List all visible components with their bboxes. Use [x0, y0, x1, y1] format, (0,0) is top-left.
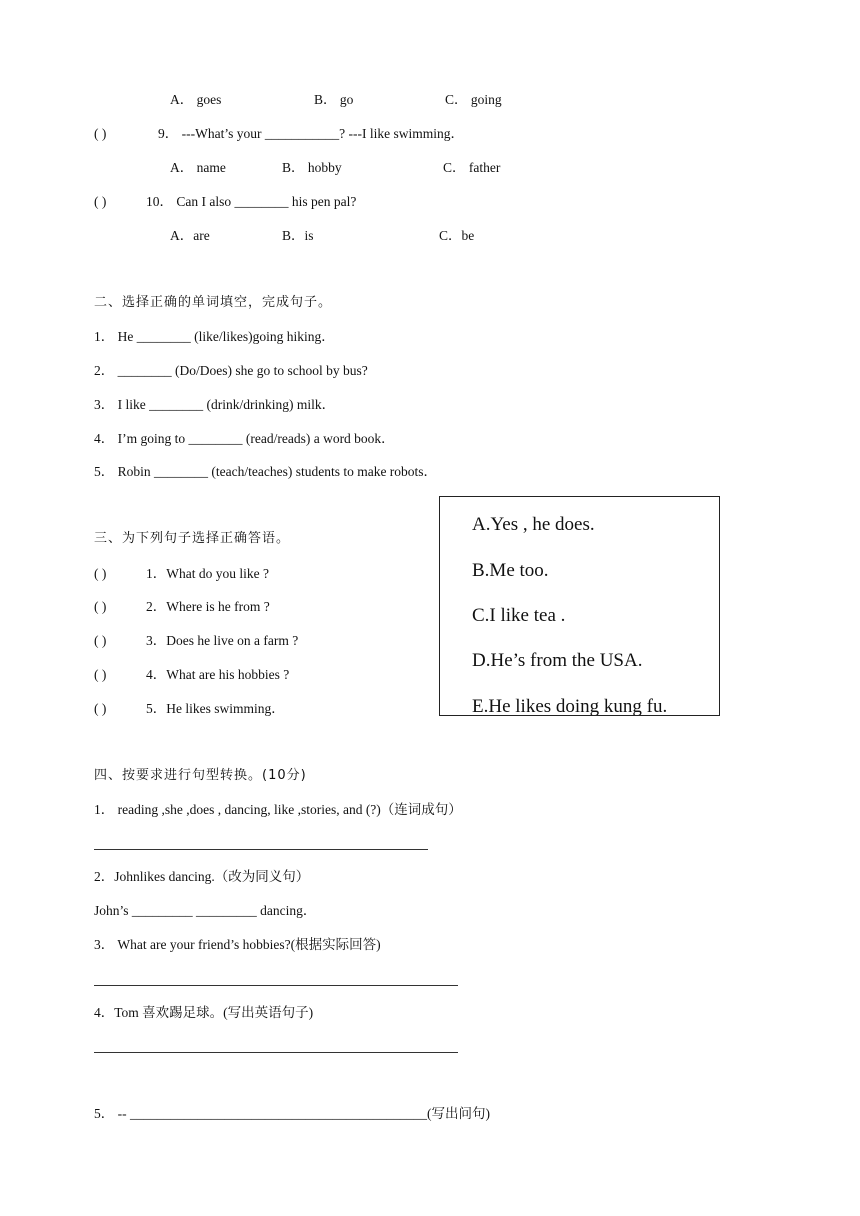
section4-q3-answer-line: [94, 985, 458, 986]
answer-option-b: B.Me too.: [472, 560, 549, 581]
q8-option-a: A． goes: [170, 92, 222, 107]
q10-option-a: A．are: [170, 228, 210, 243]
section4-q4-answer-line: [94, 1052, 458, 1053]
section3-paren-3: ( ): [94, 633, 107, 648]
section3-item-2: 2．Where is he from ?: [146, 599, 270, 614]
section2-item-4: 4． I’m going to ________ (read/reads) a word book．: [94, 431, 395, 446]
section3-item-1: 1．What do you like ?: [146, 566, 269, 581]
section3-item-5: 5．He likes swimming．: [146, 701, 285, 716]
q10-option-b: B．is: [282, 228, 314, 243]
answer-option-e: E.He likes doing kung fu.: [472, 696, 668, 716]
q8-option-b: B． go: [314, 92, 354, 107]
section4-q4: 4．Tom 喜欢踢足球。(写出英语句子): [94, 1005, 314, 1020]
section3-paren-1: ( ): [94, 566, 107, 581]
q9-option-b: B． hobby: [282, 160, 342, 175]
answer-options-box: [439, 496, 720, 716]
section2-item-3: 3． I like ________ (drink/drinking) milk．: [94, 397, 336, 412]
section4-q5: 5． -- ____________________________________________(写出问句): [94, 1106, 490, 1121]
q9-answer-paren: ( ): [94, 126, 107, 141]
answer-option-a: A.Yes , he does.: [472, 514, 595, 535]
section3-paren-4: ( ): [94, 667, 107, 682]
section4-q3: 3． What are your friend’s hobbies?(根据实际回答): [94, 937, 381, 952]
q10-answer-paren: ( ): [94, 194, 107, 209]
section3-item-3: 3．Does he live on a farm ?: [146, 633, 299, 648]
section2-item-1: 1． He ________ (like/likes)going hiking．: [94, 329, 335, 344]
section2-item-2: 2． ________ (Do/Does) she go to school by bus?: [94, 363, 368, 378]
section4-q1: 1． reading ,she ,does , dancing, like ,stories, and (?)（连词成句）: [94, 802, 462, 817]
section3-paren-5: ( ): [94, 701, 107, 716]
q10-option-c: C．be: [439, 228, 475, 243]
section4-q2-fill: John’s _________ _________ dancing．: [94, 903, 317, 918]
answer-option-d: D.He’s from the USA.: [472, 650, 643, 671]
q9-option-c: C． father: [443, 160, 501, 175]
answer-option-c: C.I like tea .: [472, 605, 566, 626]
q10-text: 10． Can I also ________ his pen pal?: [146, 194, 357, 209]
q8-option-c: C． going: [445, 92, 502, 107]
section3-heading: 三、为下列句子选择正确答语。: [94, 531, 291, 546]
q9-option-a: A． name: [170, 160, 226, 175]
q9-text: 9． ---What’s your ___________? ---I like swimming．: [158, 126, 464, 141]
section2-item-5: 5． Robin ________ (teach/teaches) students to make robots．: [94, 464, 438, 479]
section3-paren-2: ( ): [94, 599, 107, 614]
section4-heading: 四、按要求进行句型转换。(10分): [94, 768, 307, 783]
section3-item-4: 4．What are his hobbies ?: [146, 667, 290, 682]
section4-q2: 2．Johnlikes dancing.（改为同义句）: [94, 869, 310, 884]
section4-q1-answer-line: [94, 849, 428, 850]
section2-heading: 二、选择正确的单词填空，完成句子。: [94, 295, 333, 310]
